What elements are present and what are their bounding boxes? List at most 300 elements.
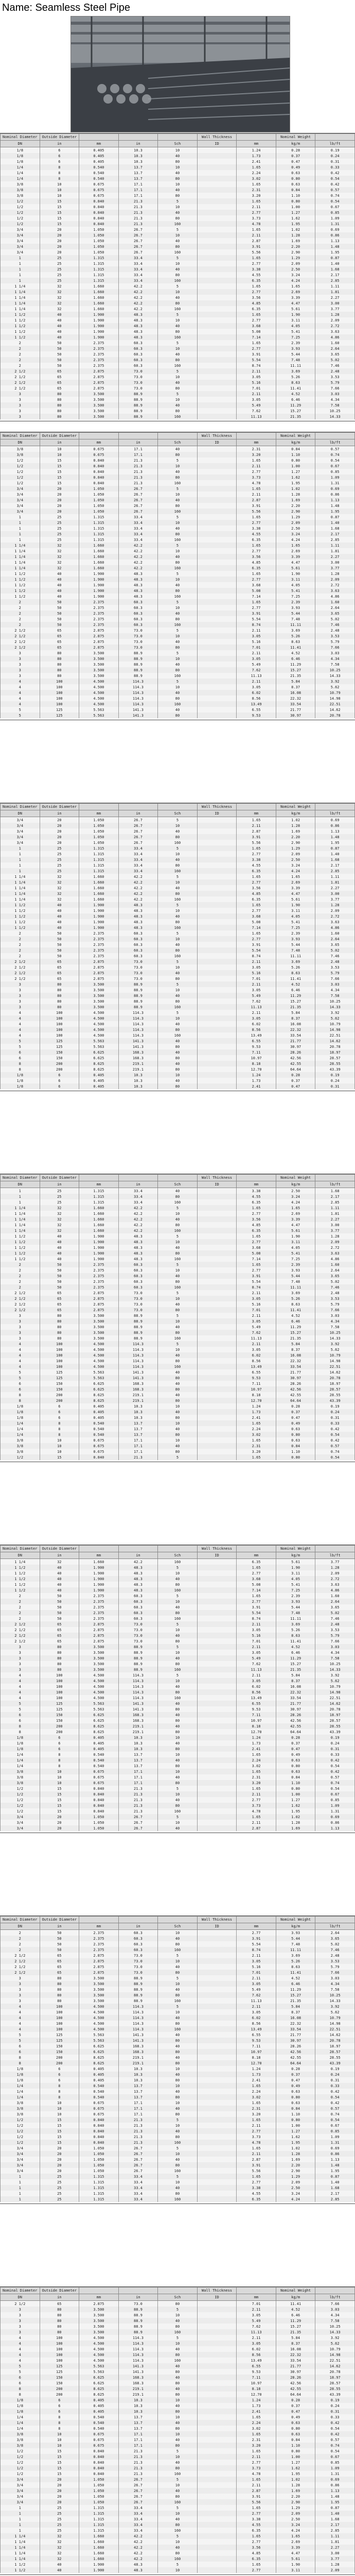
table-cell: 40 [40,571,79,577]
table-cell [197,2151,237,2157]
table-cell: 1 [1,2196,40,2202]
table-cell [197,1672,237,1678]
table-cell: 1/2 [1,198,40,204]
table-cell: 15.27 [276,998,315,1004]
table-cell: 1.28 [315,1565,355,1570]
table-cell: 80 [158,244,198,249]
table-cell: 65 [40,1638,79,1644]
table-cell [197,874,237,879]
table-cell: 4 [1,2335,40,2341]
table-cell: 3.20 [237,2443,276,2448]
column-header-sub: Sch [158,1552,198,1559]
table-cell [197,930,237,936]
table-cell: 1.68 [315,857,355,862]
table-cell: 20 [40,2494,79,2499]
table-cell: 1/4 [1,2420,40,2426]
table-cell: 5.41 [276,588,315,594]
table-cell: 0.74 [315,1780,355,1786]
table-cell: 88.9 [118,1667,158,1672]
table-cell: 26.7 [118,238,158,244]
table-cell: 10 [158,936,198,942]
table-cell: 3.500 [79,993,119,998]
table-cell: 1 1/2 [1,594,40,599]
table-cell [197,823,237,828]
table-cell: 8 [40,2426,79,2431]
table-cell: 73.0 [118,1307,158,1313]
table-cell: 25 [40,514,79,520]
column-header-top [158,2287,198,2294]
table-cell: 73.0 [118,628,158,633]
table-cell: 3.65 [315,611,355,616]
table-cell: 40 [158,857,198,862]
table-cell: 5.41 [276,919,315,925]
table-cell: 40 [158,2460,198,2465]
table-cell: 5.79 [315,639,355,645]
table-cell: 3.24 [276,531,315,537]
table-cell: 2.72 [315,1576,355,1582]
table-cell: 4.78 [237,480,276,486]
table-cell: 10 [158,1420,198,1426]
table-cell: 18.97 [315,1712,355,1718]
table-cell: 10 [40,2106,79,2111]
table-cell: 10 [158,879,198,885]
table-cell [197,1061,237,1066]
column-header-top: Outside Diameter [40,1917,79,1923]
table-cell: 3.38 [237,857,276,862]
table-cell: 0.540 [79,2426,119,2431]
table-row [1,1437,355,1443]
table-cell: 4 [1,1364,40,1369]
table-row [1,1273,355,1279]
table-cell: 6 [1,1055,40,1061]
table-cell: 1.28 [276,2482,315,2488]
table-cell: 88.9 [118,1998,158,2004]
table-cell: 25 [40,2185,79,2191]
table-cell: 0.80 [276,1786,315,1791]
table-cell: 14.98 [315,696,355,701]
table-cell: 1.60 [315,340,355,346]
table-cell: 1.660 [79,2539,119,2545]
table-cell: 1/2 [1,221,40,227]
table-cell [197,993,237,998]
table-cell: 26.7 [118,2151,158,2157]
table-cell: 5.61 [276,896,315,902]
column-header-top: Wall Thickness [197,433,237,439]
table-cell: 141.3 [118,1706,158,1712]
table-cell: 6 [1,1381,40,1386]
table-row [1,976,355,981]
table-cell: 21.3 [118,2123,158,2128]
table-cell: 14.62 [315,2363,355,2369]
table-cell: 73.0 [118,385,158,391]
table-cell: 50 [40,340,79,346]
table-cell: 2.77 [237,2460,276,2465]
table-cell: 2 [1,953,40,959]
table-cell: 114.3 [118,690,158,696]
table-cell: 40 [158,170,198,176]
table-cell: 1.050 [79,1820,119,1825]
column-header-top [118,1175,158,1181]
table-cell: 0.63 [276,1437,315,1443]
table-cell: 80 [158,1661,198,1667]
table-cell: 160 [158,2329,198,2335]
table-cell: 5 [158,340,198,346]
table-cell: 0.28 [276,2397,315,2403]
table-cell: 114.3 [118,696,158,701]
table-cell: 11.29 [276,1324,315,1330]
column-header-sub: kg/m [276,1923,315,1930]
table-row [1,662,355,667]
table-cell: 8.74 [237,953,276,959]
table-cell [197,1369,237,1375]
table-row [1,2477,355,2482]
table-cell: 7.48 [276,1279,315,1284]
table-cell: 100 [40,2335,79,2341]
table-cell: 10 [158,2066,198,2072]
table-cell: 3 [1,1992,40,1998]
table-cell: 32 [40,300,79,306]
table-cell: 1.65 [237,1454,276,1460]
table-cell: 4.500 [79,679,119,684]
table-cell: 100 [40,690,79,696]
table-cell: 4.86 [315,1256,355,1262]
table-cell: 100 [40,696,79,701]
column-header-top [315,433,355,439]
table-cell [197,577,237,582]
table-cell: 160 [158,1559,198,1565]
table-row [1,2562,355,2567]
table-cell: 114.3 [118,1015,158,1021]
table-cell: 40 [158,1797,198,1803]
table-cell: 1.29 [276,514,315,520]
table-cell: 88.9 [118,2324,158,2329]
table-cell [197,690,237,696]
table-cell: 2.77 [237,851,276,857]
table-row [1,2100,355,2106]
table-cell: 8.63 [276,380,315,385]
table-cell: 1.65 [237,2414,276,2420]
table-cell: 1.660 [79,1559,119,1565]
table-row [1,2375,355,2380]
table-cell: 14.62 [315,2032,355,2038]
table-cell: 1.050 [79,2145,119,2151]
table-cell: 8.74 [237,1284,276,1290]
table-row [1,599,355,605]
table-cell: 7.01 [237,976,276,981]
table-cell: 10 [158,204,198,210]
table-cell: 21.3 [118,2128,158,2134]
table-cell: 2.77 [237,1239,276,1245]
table-cell: 1.95 [276,221,315,227]
table-cell: 8.63 [276,639,315,645]
table-cell: 15 [40,1791,79,1797]
table-row [1,2157,355,2162]
table-cell: 114.3 [118,1684,158,1689]
table-cell [197,1941,237,1947]
table-cell: 20 [40,232,79,238]
table-cell: 0.840 [79,1808,119,1814]
table-cell: 8.625 [79,1723,119,1729]
table-cell: 10 [158,2100,198,2106]
table-cell: 0.675 [79,1443,119,1449]
table-row [1,2066,355,2072]
table-cell: 6 [1,1049,40,1055]
table-cell: 8 [1,1729,40,1735]
table-cell: 3.00 [315,1222,355,1228]
table-cell: 1.050 [79,823,119,828]
table-row [1,1194,355,1199]
table-cell: 150 [40,1386,79,1392]
table-cell: 60.3 [118,1599,158,1604]
table-cell: 2 1/2 [1,1958,40,1964]
column-header-sub: lb/ft [315,1552,355,1559]
table-cell: 1.65 [237,198,276,204]
table-cell: 1.050 [79,2157,119,2162]
table-cell [197,2409,237,2414]
table-cell: 40 [158,2043,198,2049]
table-cell: 2.27 [315,295,355,300]
table-cell: 1.900 [79,594,119,599]
table-cell: 4.05 [276,582,315,588]
table-cell: 4.47 [276,560,315,565]
table-cell: 20 [40,1814,79,1820]
column-header-top: Wall Thickness [197,1917,237,1923]
table-cell: 0.74 [315,2111,355,2117]
table-cell: 80 [40,1318,79,1324]
table-cell: 5 [158,514,198,520]
table-cell: 0.85 [315,210,355,215]
table-cell: 4 [1,1689,40,1695]
table-cell: 1.050 [79,2151,119,2157]
table-row [1,210,355,215]
table-row [1,2471,355,2477]
table-cell: 80 [158,588,198,594]
table-cell: 40 [158,1774,198,1780]
table-cell: 1 1/2 [1,1576,40,1582]
table-row [1,616,355,622]
table-cell: 3 [1,1650,40,1655]
table-cell: 40 [158,1409,198,1415]
table-cell: 3.68 [237,1245,276,1250]
table-cell: 1 1/4 [1,306,40,312]
table-cell: 3 [1,1004,40,1010]
table-cell: 1/4 [1,2414,40,2420]
table-cell: 1.81 [315,879,355,885]
table-cell: 42.2 [118,560,158,565]
table-cell: 80 [158,2494,198,2499]
table-cell: 1.62 [276,1803,315,1808]
table-cell: 10 [158,1072,198,1078]
table-cell: 6 [1,1712,40,1718]
table-cell [197,2100,237,2106]
table-cell: 2.375 [79,942,119,947]
table-cell: 1.09 [315,2134,355,2140]
table-cell: 0.840 [79,2123,119,2128]
table-cell: 17.1 [118,187,158,193]
table-cell: 7.66 [315,1638,355,1644]
table-cell [197,2015,237,2021]
table-row [1,650,355,656]
table-cell [197,2162,237,2168]
table-cell: 1/8 [1,2397,40,2403]
table-cell: 2 [1,1947,40,1953]
column-header-sub: mm [237,1552,276,1559]
table-cell: 8 [1,2060,40,2066]
table-cell [197,2528,237,2533]
table-cell: 3.73 [237,2134,276,2140]
table-cell: 3 [1,667,40,673]
table-row [1,1021,355,1027]
table-row [1,2346,355,2352]
table-cell: 1.65 [237,2562,276,2567]
table-row [1,2403,355,2409]
table-cell: 20 [40,2151,79,2157]
table-cell: 42.55 [276,1392,315,1398]
table-cell: 60.3 [118,611,158,616]
table-cell: 65 [40,633,79,639]
table-cell: 0.675 [79,1437,119,1443]
table-cell: 65 [40,1307,79,1313]
table-cell [197,2567,237,2573]
table-cell [197,1774,237,1780]
table-cell: 1.65 [237,1205,276,1211]
table-cell: 48.3 [118,1565,158,1570]
table-cell: 25 [40,2516,79,2522]
column-header-top [118,1546,158,1552]
table-cell: 13.7 [118,1763,158,1769]
table-cell: 80 [158,503,198,509]
table-cell: 48.3 [118,329,158,334]
table-cell: 11.11 [276,1284,315,1290]
table-cell: 7.11 [237,2375,276,2380]
table-cell: 11.11 [276,953,315,959]
table-cell: 13.49 [237,2358,276,2363]
table-cell: 2.09 [315,317,355,323]
table-row [1,1667,355,1672]
table-cell: 1.900 [79,588,119,594]
table-cell: 1.050 [79,817,119,823]
table-cell: 21.3 [118,1808,158,1814]
table-cell: 1.900 [79,1587,119,1593]
table-cell: 88.9 [118,1330,158,1335]
table-cell: 22.32 [276,2021,315,2026]
table-cell: 6.35 [237,2196,276,2202]
table-cell: 5.49 [237,993,276,998]
table-cell: 40 [158,2363,198,2369]
table-cell: 1.65 [237,1593,276,1599]
table-cell: 1.10 [276,1780,315,1786]
table-cell: 88.9 [118,650,158,656]
table-cell: 15 [40,210,79,215]
table-cell: 40 [40,323,79,329]
table-cell: 4.52 [276,650,315,656]
table-cell: 3 [1,1330,40,1335]
table-row [1,998,355,1004]
table-cell: 5 [158,628,198,633]
table-cell: 15 [40,1808,79,1814]
table-cell: 65 [40,1296,79,1301]
table-cell: 0.49 [276,1420,315,1426]
table-cell: 3.500 [79,2312,119,2318]
table-cell: 8.18 [237,1392,276,1398]
table-cell: 0.47 [276,2077,315,2083]
table-cell [197,446,237,452]
table-cell: 25 [40,537,79,543]
table-cell: 4 [1,2352,40,2358]
table-cell: 3.500 [79,1004,119,1010]
table-cell [197,1267,237,1273]
table-cell: 11.41 [276,976,315,981]
table-cell: 2 1/2 [1,964,40,970]
table-cell: 15 [40,204,79,210]
table-row [1,363,355,368]
table-cell: 7.62 [237,1992,276,1998]
table-cell: 5.08 [237,1250,276,1256]
table-cell: 2.875 [79,976,119,981]
table-cell [197,2437,237,2443]
table-row [1,2049,355,2055]
table-cell: 25 [40,526,79,531]
table-cell: 5 [158,368,198,374]
table-cell: 219.1 [118,1398,158,1403]
table-cell: 6.55 [237,2363,276,2369]
table-cell: 1.315 [79,278,119,283]
table-cell: 2.48 [315,368,355,374]
table-cell: 40 [158,913,198,919]
table-cell: 4.52 [276,391,315,397]
table-cell: 1.660 [79,306,119,312]
table-row [1,2522,355,2528]
table-cell: 10 [158,2567,198,2573]
table-cell: 1.31 [315,2140,355,2145]
column-header-top [237,134,276,141]
table-cell: 15 [40,198,79,204]
table-cell: 1/8 [1,1403,40,1409]
table-cell: 50 [40,1936,79,1941]
table-cell: 5 [158,2004,198,2009]
table-cell: 2.77 [237,577,276,582]
table-cell: 1.81 [315,1211,355,1216]
table-cell: 1.660 [79,2550,119,2556]
table-row [1,2426,355,2431]
table-cell: 11.29 [276,402,315,408]
table-cell: 1.28 [276,492,315,497]
table-cell [197,272,237,278]
table-cell: 10 [40,193,79,198]
table-cell [197,2312,237,2318]
table-cell: 1.900 [79,323,119,329]
table-cell: 2.20 [276,834,315,840]
table-cell: 1.900 [79,2567,119,2573]
table-cell: 21.3 [118,2471,158,2477]
table-cell: 1.900 [79,1245,119,1250]
table-row [1,1718,355,1723]
column-header-top [79,433,119,439]
table-row [1,402,355,408]
table-cell: 3/8 [1,1769,40,1774]
table-cell: 150 [40,1055,79,1061]
table-cell: 3.63 [315,919,355,925]
table-cell: 1/2 [1,1797,40,1803]
table-cell: 73.0 [118,1627,158,1633]
table-cell: 13.7 [118,1757,158,1763]
table-cell: 4.47 [276,891,315,896]
table-cell: 8 [40,1763,79,1769]
table-cell: 5.41 [276,1582,315,1587]
table-cell: 6.625 [79,2043,119,2049]
table-cell: 1.900 [79,1256,119,1262]
column-header-top [237,1546,276,1552]
